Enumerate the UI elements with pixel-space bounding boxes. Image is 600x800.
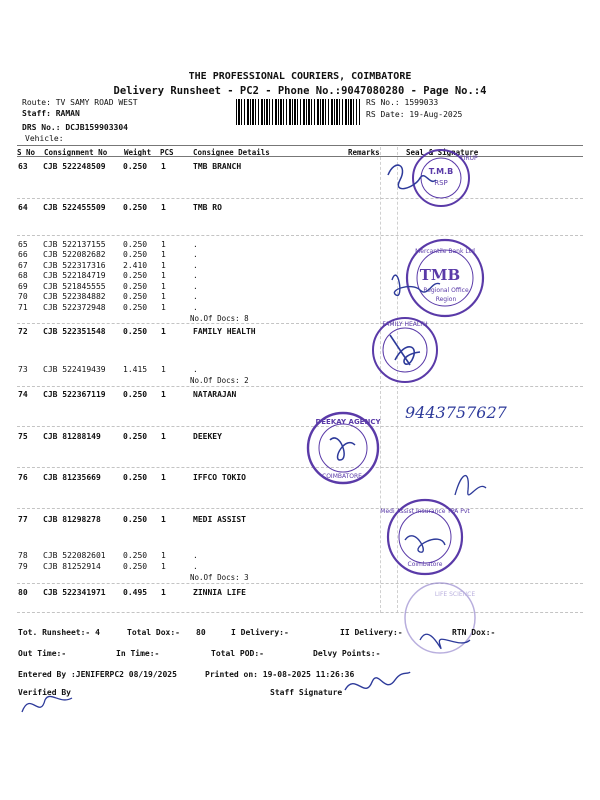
row-69-pcs: 1 [161, 282, 166, 291]
docs-note: No.Of Docs: 8 [190, 314, 249, 323]
signature-77 [405, 536, 445, 552]
col-weight: Weight [124, 148, 152, 157]
signature-75 [330, 438, 355, 460]
row-63-consignee: TMB BRANCH [193, 162, 242, 171]
row-64-sno: 64 [18, 203, 28, 212]
family-health-stamp-text: FAMILY HEALTH [382, 321, 428, 328]
row-79-weight: 0.250 [123, 562, 148, 571]
row-68-cons: CJB 522184719 [43, 271, 106, 280]
total-pod: Total POD:- [211, 649, 264, 658]
route: Route: TV SAMY ROAD WEST [22, 98, 138, 107]
row-73-sno: 73 [18, 365, 28, 374]
mercantile-stamp-text: TMB [419, 266, 461, 284]
medi-assist-stamp-text: Coimbatore [407, 561, 443, 568]
row-71-sno: 71 [18, 303, 28, 312]
row-72-sno: 72 [18, 327, 28, 336]
col-remarks: Remarks [348, 148, 380, 157]
row-65-sno: 65 [18, 240, 28, 249]
docs-note: No.Of Docs: 3 [190, 573, 249, 582]
row-69-cons: CJB 521845555 [43, 282, 106, 291]
signature-72 [390, 335, 420, 365]
row-80-cons: CJB 522341971 [43, 588, 106, 597]
row-63-sno: 63 [18, 162, 28, 171]
mercantile-stamp-text: Region [435, 296, 457, 303]
row-70-consignee: . [193, 292, 198, 301]
row-64-pcs: 1 [161, 203, 166, 212]
row-79-pcs: 1 [161, 562, 166, 571]
mercantile-stamp-text: Mercantile Bank Ltd [415, 248, 475, 255]
row-67-sno: 67 [18, 261, 28, 270]
row-77-weight: 0.250 [123, 515, 148, 524]
row-76-pcs: 1 [161, 473, 166, 482]
ii-delivery: II Delivery:- [340, 628, 403, 637]
row-72-cons: CJB 522351548 [43, 327, 106, 336]
mercantile-bank-stamp [407, 240, 483, 316]
row-80-consignee: ZINNIA LIFE [193, 588, 246, 597]
row-66-pcs: 1 [161, 250, 166, 259]
col-consignment: Consignment No [44, 148, 108, 157]
row-71-consignee: . [193, 303, 198, 312]
row-65-consignee: . [193, 240, 198, 249]
row-68-sno: 68 [18, 271, 28, 280]
row-68-weight: 0.250 [123, 271, 148, 280]
row-77-pcs: 1 [161, 515, 166, 524]
drs-number: DRS No.: DCJB159903304 [22, 123, 128, 132]
row-65-cons: CJB 522137155 [43, 240, 106, 249]
row-78-weight: 0.250 [123, 551, 148, 560]
row-67-pcs: 1 [161, 261, 166, 270]
verified-signature-mark [22, 696, 72, 712]
row-72-weight: 0.250 [123, 327, 148, 336]
zinnia-stamp-text: LIFE SCIENCE [434, 591, 476, 598]
row-72-consignee: FAMILY HEALTH [193, 327, 256, 336]
vehicle: Vehicle: [25, 134, 64, 143]
row-79-cons: CJB 81252914 [43, 562, 101, 571]
row-66-weight: 0.250 [123, 250, 148, 259]
row-67-weight: 2.410 [123, 261, 148, 270]
row-76-weight: 0.250 [123, 473, 148, 482]
row-73-weight: 1.415 [123, 365, 148, 374]
row-75-sno: 75 [18, 432, 28, 441]
col-consignee: Consignee Details [193, 148, 270, 157]
row-73-cons: CJB 522419439 [43, 365, 106, 374]
deekay-stamp [308, 413, 381, 483]
signature-76 [455, 476, 486, 495]
row-76-cons: CJB 81235669 [43, 473, 101, 482]
row-68-consignee: . [193, 271, 198, 280]
row-75-pcs: 1 [161, 432, 166, 441]
tot-runsheet: Tot. Runsheet:- 4 [18, 628, 100, 637]
row-78-sno: 78 [18, 551, 28, 560]
row-69-weight: 0.250 [123, 282, 148, 291]
col-seal: Seal & Signature [406, 148, 479, 157]
verified-by: Verified By [18, 688, 71, 697]
staff-signature-mark [345, 672, 410, 690]
in-time: In Time:- [116, 649, 160, 658]
i-delivery: I Delivery:- [231, 628, 289, 637]
row-70-pcs: 1 [161, 292, 166, 301]
family-health-stamp [373, 318, 437, 382]
row-66-consignee: . [193, 250, 198, 259]
printed-on: Printed on: 19-08-2025 11:26:36 [205, 670, 355, 679]
rtn-dox: RTN Dox:- [452, 628, 496, 637]
out-time: Out Time:- [18, 649, 67, 658]
row-72-pcs: 1 [161, 327, 166, 336]
tmb-branch-stamp [413, 150, 478, 206]
row-77-sno: 77 [18, 515, 28, 524]
row-73-consignee: . [193, 365, 198, 374]
rs-number: RS No.: 1599033 [366, 98, 439, 107]
tmb-stamp-text: RSP [434, 179, 448, 187]
row-65-pcs: 1 [161, 240, 166, 249]
row-65-weight: 0.250 [123, 240, 148, 249]
entered-by: Entered By :JENIFERPC2 08/19/2025 [18, 670, 177, 679]
row-76-sno: 76 [18, 473, 28, 482]
row-66-sno: 66 [18, 250, 28, 259]
row-69-sno: 69 [18, 282, 28, 291]
row-64-consignee: TMB RO [193, 203, 222, 212]
tmb-stamp-text: T.M.B [428, 167, 454, 176]
row-79-sno: 79 [18, 562, 28, 571]
row-71-pcs: 1 [161, 303, 166, 312]
handwritten-phone: 9443757627 [405, 403, 507, 422]
row-68-pcs: 1 [161, 271, 166, 280]
row-78-cons: CJB 522082601 [43, 551, 106, 560]
row-70-cons: CJB 522384882 [43, 292, 106, 301]
company-title: THE PROFESSIONAL COURIERS, COIMBATORE [188, 71, 412, 82]
row-79-consignee: . [193, 562, 198, 571]
medi-assist-stamp [380, 500, 470, 574]
row-76-consignee: IFFCO TOKIO [193, 473, 246, 482]
row-75-cons: CJB 81288149 [43, 432, 101, 441]
delvy-points: Delvy Points:- [313, 649, 381, 658]
row-69-consignee: . [193, 282, 198, 291]
deekay-stamp-text: COIMBATORE [322, 473, 362, 480]
staff-signature: Staff Signature [270, 688, 343, 697]
medi-assist-stamp-text: Medi Assist Insurance TPA Pvt [380, 508, 470, 515]
row-80-sno: 80 [18, 588, 28, 597]
row-74-cons: CJB 522367119 [43, 390, 106, 399]
row-63-weight: 0.250 [123, 162, 148, 171]
row-67-cons: CJB 522317316 [43, 261, 106, 270]
row-66-cons: CJB 522082682 [43, 250, 106, 259]
row-63-cons: CJB 522248509 [43, 162, 106, 171]
row-78-pcs: 1 [161, 551, 166, 560]
total-dox-value: 80 [196, 628, 206, 637]
row-77-cons: CJB 81298278 [43, 515, 101, 524]
row-70-sno: 70 [18, 292, 28, 301]
col-pcs: PCS [160, 148, 174, 157]
row-77-consignee: MEDI ASSIST [193, 515, 246, 524]
mercantile-stamp-text: Regional Office [423, 287, 469, 294]
row-73-pcs: 1 [161, 365, 166, 374]
row-74-weight: 0.250 [123, 390, 148, 399]
row-64-cons: CJB 522455509 [43, 203, 106, 212]
rs-date: RS Date: 19-Aug-2025 [366, 110, 463, 119]
row-78-consignee: . [193, 551, 198, 560]
row-74-pcs: 1 [161, 390, 166, 399]
row-75-consignee: DEEKEY [193, 432, 222, 441]
row-74-sno: 74 [18, 390, 28, 399]
runsheet-subtitle: Delivery Runsheet - PC2 - Phone No.:9047080280 - Page No.:4 [113, 85, 487, 97]
row-70-weight: 0.250 [123, 292, 148, 301]
row-63-pcs: 1 [161, 162, 166, 171]
row-71-weight: 0.250 [123, 303, 148, 312]
tmb-stamp-text: TIRUP [460, 155, 478, 162]
row-71-cons: CJB 522372948 [43, 303, 106, 312]
total-dox-label: Total Dox:- [127, 628, 180, 637]
row-80-pcs: 1 [161, 588, 166, 597]
row-74-consignee: NATARAJAN [193, 390, 237, 399]
row-80-weight: 0.495 [123, 588, 148, 597]
row-67-consignee: . [193, 261, 198, 270]
col-sno: S No [17, 148, 36, 157]
row-64-weight: 0.250 [123, 203, 148, 212]
deekay-stamp-text: DEEKAY AGENCY [315, 418, 381, 426]
row-75-weight: 0.250 [123, 432, 148, 441]
docs-note: No.Of Docs: 2 [190, 376, 249, 385]
staff: Staff: RAMAN [22, 109, 80, 118]
